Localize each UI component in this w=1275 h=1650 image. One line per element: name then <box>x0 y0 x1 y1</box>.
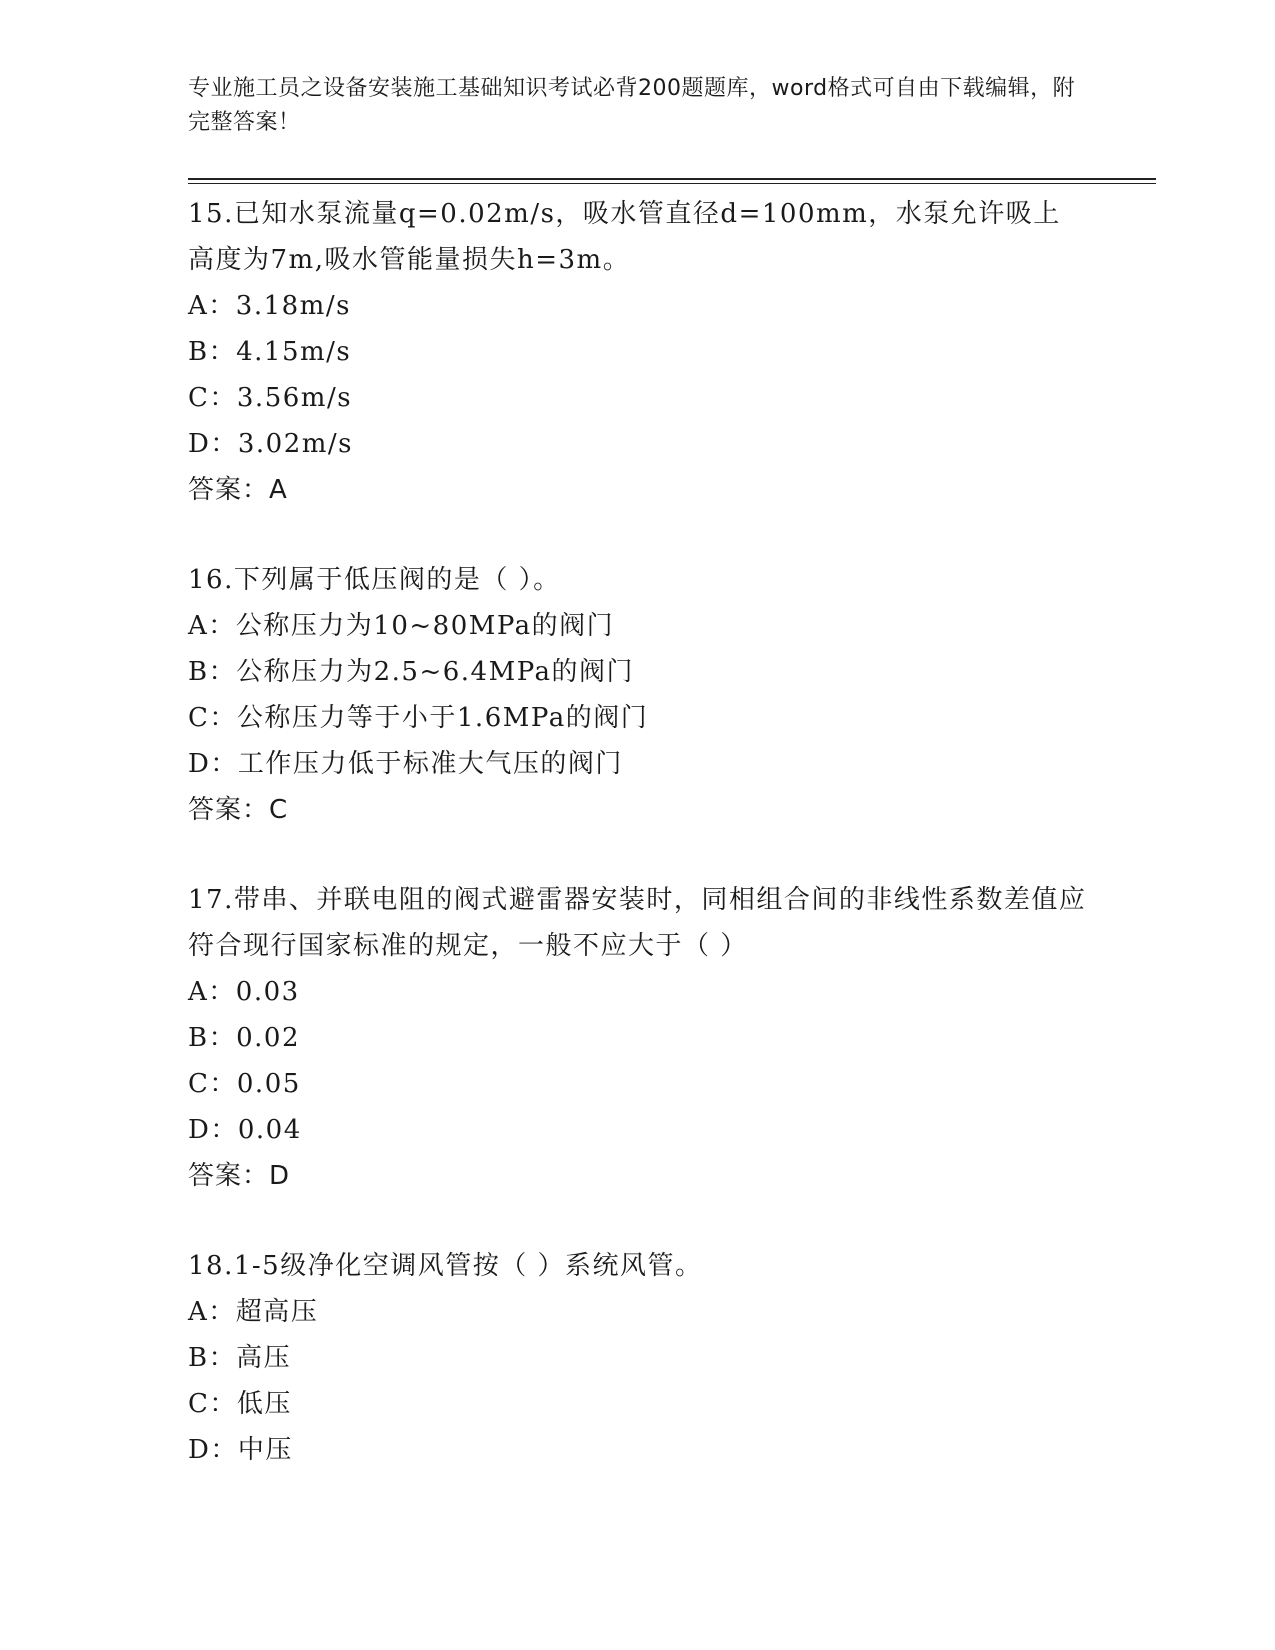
question-stem: 15.已知水泵流量q=0.02m/s，吸水管直径d=100mm，水泵允许吸上高度为7m,吸水管能量损失h=3m。 <box>188 199 1061 275</box>
option-d: D：3.02m/s <box>188 429 353 459</box>
question-list <box>188 191 1088 1517</box>
option-b: B：高压 <box>188 1343 292 1373</box>
option-c: C：0.05 <box>188 1069 301 1099</box>
option-b: B：公称压力为2.5~6.4MPa的阀门 <box>188 657 635 687</box>
option-a: A：0.03 <box>188 977 300 1007</box>
question-18 <box>188 1243 1088 1473</box>
answer-line: 答案：C <box>188 795 289 825</box>
question-15 <box>188 191 1088 513</box>
question-stem: 16.下列属于低压阀的是（ ）。 <box>188 565 561 595</box>
question-17 <box>188 877 1088 1199</box>
option-a: A：超高压 <box>188 1297 319 1327</box>
option-d: D：工作压力低于标准大气压的阀门 <box>188 749 623 779</box>
answer-line: 答案：A <box>188 475 288 505</box>
header-divider-thin <box>188 183 1156 184</box>
question-16 <box>188 557 1088 833</box>
option-c: C：低压 <box>188 1389 292 1419</box>
option-a: A：公称压力为10~80MPa的阀门 <box>188 611 615 641</box>
option-a: A：3.18m/s <box>188 291 351 321</box>
option-d: D：0.04 <box>188 1115 302 1145</box>
option-c: C：3.56m/s <box>188 383 353 413</box>
answer-line: 答案：D <box>188 1161 291 1191</box>
option-b: B：0.02 <box>188 1023 300 1053</box>
option-b: B：4.15m/s <box>188 337 352 367</box>
document-header: 专业施工员之设备安装施工基础知识考试必背200题题库，word格式可自由下载编辑，附完整答案！ <box>188 76 1076 135</box>
question-stem: 18.1-5级净化空调风管按（ ）系统风管。 <box>188 1251 703 1281</box>
question-stem: 17.带串、并联电阻的阀式避雷器安装时，同相组合间的非线性系数差值应符合现行国家标准的规定，一般不应大于（ ） <box>188 885 1087 961</box>
header-divider-thick <box>188 178 1156 180</box>
option-c: C：公称压力等于小于1.6MPa的阀门 <box>188 703 649 733</box>
option-d: D：中压 <box>188 1435 293 1465</box>
